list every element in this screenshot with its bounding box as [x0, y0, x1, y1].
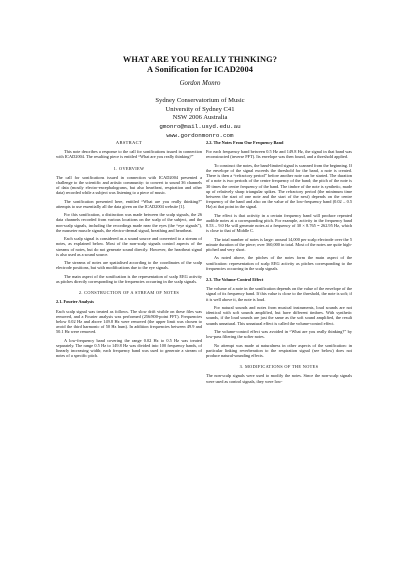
- paragraph: The volume-control effect was avoided in “What are you really thinking?” by low-pass filtering the softer notes.: [206, 328, 352, 340]
- paragraph: To construct the notes, the band-limited signal is scanned from the beginning. If the envelope of the signal exceeds the threshold for the band, a note is created. There is then a “refractory period” before another note can be started. The duration of a note is two periods of the centre frequency of the band; the pitch of the note is 30 times the centre frequency of the band. The timbre of the note is synthetic, made up of relatively sharp triangular spikes. The refractory period (the minimum time between the start of one note and the start of the next) depends on the centre frequency of the band and also on the value of the low-frequency band (0.02 – 0.5 Hz) at that point in the signal.: [206, 162, 352, 210]
- left-column: [56, 140, 202, 362]
- paragraph: Each scalp signal is considered as a sound source and converted to a stream of notes, as explained below. Most of the non-scalp signals control aspects of the streams of notes, but do not generate sound directly. However, the heartbeat signal is also used as a sound source.: [56, 236, 202, 257]
- affiliation-line: NSW 2006 Australia: [172, 114, 228, 122]
- title-line-2: A Sonification for ICAD2004: [146, 65, 254, 74]
- section-heading-modifications: 3. MODIFICATIONS OF THE NOTES: [239, 364, 319, 370]
- title-line-1: WHAT ARE YOU REALLY THINKING?: [122, 55, 278, 64]
- paragraph: The streams of notes are spatialised according to the coordinates of the scalp electrode positions, but with modifications due to the eye signals.: [56, 260, 202, 271]
- paragraph: Each scalp signal was treated as follows. The slow drift visible on these files was removed, and a Fourier analysis was performed (256/800-point FFT). Frequencies below 0.02 Hz and above 149.8 Hz were removed (the upper limit was chosen to avoid the third harmonic of 50 Hz hum). In addition frequencies between 49.9 and 50.1 Hz were removed.: [56, 308, 202, 335]
- paragraph: The volume of a note in the sonification depends on the value of the envelope of the signal of its frequency band. If this value is close to the threshold, the note is soft; if it is well above it, the note is loud.: [206, 286, 352, 302]
- author-name: Gordon Monro: [179, 80, 221, 87]
- paragraph: The effect is that activity in a certain frequency band will produce repeated audible notes at a corresponding pitch. For example, activity in the frequency band 8.53 – 9.0 Hz will generate notes at a frequency of 30 × 8.765 = 262.95 Hz, which is close to that of Middle C.: [206, 212, 352, 234]
- paper-title: [0, 55, 400, 75]
- paragraph: A low-frequency band covering the range 0.02 Hz to 0.5 Hz was treated separately. The range 0.5 Hz to 149.8 Hz was divided into 100 frequency bands, of linearly increasing width; each frequency band was used to generate a stream of notes of a specific pitch.: [56, 337, 202, 359]
- author-email: gmonro@mail.usyd.edu.au: [159, 123, 241, 131]
- affiliation-block: [0, 97, 400, 141]
- paragraph: For this sonification, a distinction was made between the scalp signals, the 26 data channels recorded from various locations on the scalp of the subject, and the non-scalp signals, including the recordings made near the eyes (the “eye signals”), the masseter muscle signals, the electro-dermal signal, breathing and heartbeat.: [56, 212, 202, 233]
- section-heading-construction: 2. CONSTRUCTION OF A STREAM OF NOTES: [78, 290, 180, 296]
- abstract-heading: ABSTRACT: [115, 140, 143, 145]
- paragraph: The main aspect of the sonification is the representation of scalp EEG activity as pitches directly corresponding to the frequencies occurring in the scalp signals.: [56, 273, 202, 284]
- paragraph: No attempt was made at naturalness in other aspects of the sonification: in particular linking reverberation to the respiration signal (see below) does not produce natural-sounding effects.: [206, 342, 352, 358]
- paragraph: The sonification presented here, entitled “What are you really thinking?” attempts to use essentially all the data given on the ICAD2004 website [1].: [56, 198, 202, 209]
- section-heading-overview: 1. OVERVIEW: [113, 165, 145, 171]
- paragraph: The non-scalp signals were used to modify the notes. Since the non-scalp signals were used as control signals, they were low-: [206, 373, 352, 384]
- subsection-heading-fourier: 2.1. Fourier Analysis: [56, 299, 94, 305]
- paragraph: As noted above, the pitches of the notes form the main aspect of the sonification: representation of scalp EEG activity as pitches corresponding to the frequencies occurring in the scalp signals.: [206, 255, 352, 271]
- abstract-text: This note describes a response to the call for sonifications issued in connection with ICAD2004. The resulting piece is entitled “What are you really thinking?”: [56, 149, 202, 160]
- paragraph: The total number of notes is large: around 14,000 per scalp electrode over the 5 minute duration of the piece; over 360,000 in total. Most of the notes are quite high-pitched and very short.: [206, 236, 352, 252]
- affiliation-line: Sydney Conservatorium of Music: [155, 97, 245, 104]
- paragraph: For natural sounds and notes from musical instruments, loud sounds are not identical with soft sounds amplified, but have different timbres. With synthetic sounds, if the loud sounds are just the same as the soft sound amplified, the result sounds unnatural. This unnatural effect is called the volume-control effect.: [206, 305, 352, 326]
- paragraph: For each frequency band between 0.5 Hz and 149.8 Hz, the signal in that band was reconstructed (inverse FFT). Its envelope was then found, and a threshold applied.: [206, 149, 352, 160]
- right-column: [206, 140, 352, 387]
- subsection-heading-frequency-band: 2.2. The Notes From One Frequency Band: [206, 140, 284, 145]
- affiliation-line: University of Sydney C41: [165, 105, 235, 113]
- paragraph: The call for sonifications issued in connection with ICAD2004 presented a challenge to the scientific and artistic community: to convert to sound 36 channels of data (mostly electro-encephalograms, but also heartbeat, respiration and other data) recorded while a subject was listening to a piece of music.: [56, 174, 202, 196]
- subsection-heading-volume-control: 2.3. The Volume-Control Effect: [206, 277, 264, 283]
- author-website: www.gordonmonro.com: [166, 131, 234, 139]
